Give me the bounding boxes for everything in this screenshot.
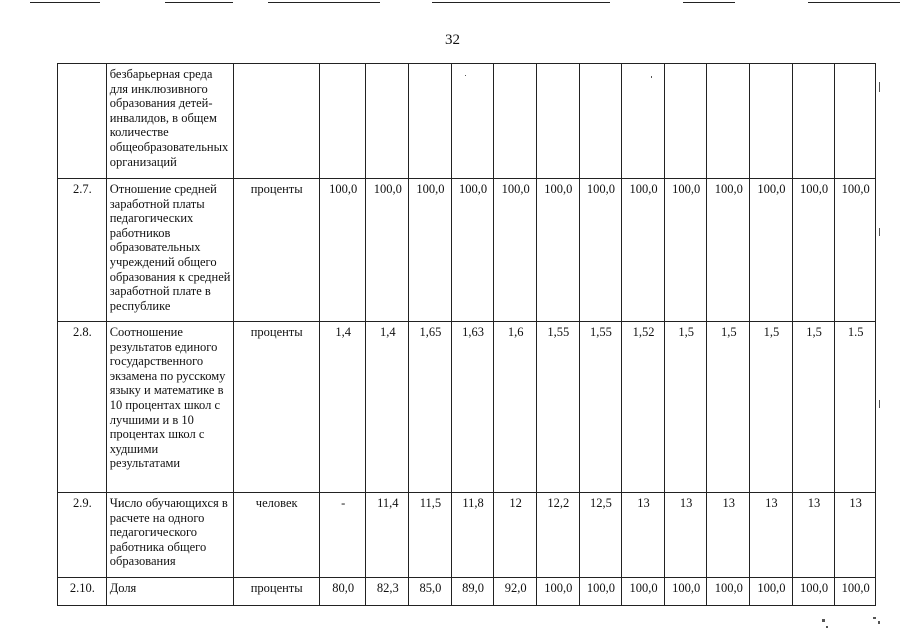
value-cell: 1,5 bbox=[707, 322, 750, 493]
value-cell: 100,0 bbox=[792, 578, 835, 606]
scan-speck bbox=[879, 82, 880, 92]
value-cell: 82,3 bbox=[366, 578, 409, 606]
value-cell: 12,2 bbox=[536, 493, 579, 578]
value-cell bbox=[579, 64, 622, 179]
value-cell: 100,0 bbox=[622, 578, 665, 606]
scan-speck bbox=[822, 619, 825, 622]
value-cell: 11,5 bbox=[409, 493, 452, 578]
value-cell: 1,55 bbox=[536, 322, 579, 493]
value-cell: 100,0 bbox=[835, 578, 876, 606]
header-rule-fragments bbox=[0, 0, 905, 10]
value-cell: 1,6 bbox=[494, 322, 537, 493]
unit-cell: человек bbox=[233, 493, 319, 578]
value-cell: 100,0 bbox=[579, 578, 622, 606]
value-cell: 1,4 bbox=[319, 322, 366, 493]
value-cell: 100,0 bbox=[835, 179, 876, 322]
value-cell: 92,0 bbox=[494, 578, 537, 606]
page-number: 32 bbox=[445, 32, 460, 48]
value-cell: 89,0 bbox=[451, 578, 494, 606]
unit-cell: проценты bbox=[233, 179, 319, 322]
scan-speck bbox=[826, 626, 828, 628]
value-cell: 12 bbox=[494, 493, 537, 578]
indicator-name-cell: Соотношение результатов единого государственного экзамена по русскому языку и математике в 10 процентах школ с лучшими и в 10 процентах школ с худшими результатами bbox=[106, 322, 233, 493]
value-cell: 100,0 bbox=[664, 179, 707, 322]
table-row bbox=[58, 493, 876, 578]
row-number-cell: 2.7. bbox=[58, 179, 107, 322]
header-rule bbox=[30, 2, 100, 3]
value-cell bbox=[707, 64, 750, 179]
value-cell: 100,0 bbox=[750, 578, 793, 606]
scan-speck bbox=[465, 75, 466, 76]
value-cell: 13 bbox=[707, 493, 750, 578]
table-row bbox=[58, 64, 876, 179]
row-number-cell bbox=[58, 64, 107, 179]
value-cell: 100,0 bbox=[707, 179, 750, 322]
value-cell bbox=[451, 64, 494, 179]
value-cell bbox=[366, 64, 409, 179]
value-cell: 100,0 bbox=[579, 179, 622, 322]
table-row bbox=[58, 179, 876, 322]
value-cell: 100,0 bbox=[622, 179, 665, 322]
header-rule bbox=[683, 2, 735, 3]
value-cell bbox=[494, 64, 537, 179]
value-cell: 1,4 bbox=[366, 322, 409, 493]
header-rule bbox=[808, 2, 900, 3]
value-cell: 13 bbox=[835, 493, 876, 578]
value-cell: 100,0 bbox=[451, 179, 494, 322]
scan-speck bbox=[651, 76, 652, 78]
value-cell: 100,0 bbox=[664, 578, 707, 606]
value-cell: 100,0 bbox=[536, 179, 579, 322]
value-cell: 100,0 bbox=[409, 179, 452, 322]
value-cell bbox=[622, 64, 665, 179]
table-row bbox=[58, 322, 876, 493]
value-cell: 85,0 bbox=[409, 578, 452, 606]
value-cell bbox=[792, 64, 835, 179]
value-cell bbox=[750, 64, 793, 179]
value-cell: 100,0 bbox=[366, 179, 409, 322]
value-cell: 13 bbox=[664, 493, 707, 578]
value-cell: 100,0 bbox=[707, 578, 750, 606]
value-cell: 1,52 bbox=[622, 322, 665, 493]
header-rule bbox=[268, 2, 380, 3]
value-cell bbox=[319, 64, 366, 179]
value-cell: 11,4 bbox=[366, 493, 409, 578]
value-cell bbox=[835, 64, 876, 179]
header-rule bbox=[432, 2, 610, 3]
unit-cell: проценты bbox=[233, 322, 319, 493]
value-cell bbox=[409, 64, 452, 179]
value-cell: - bbox=[319, 493, 366, 578]
value-cell: 13 bbox=[792, 493, 835, 578]
value-cell: 100,0 bbox=[792, 179, 835, 322]
row-number-cell: 2.8. bbox=[58, 322, 107, 493]
indicator-name-cell: Отношение средней заработной платы педагогических работников образовательных учреждений общего образования к средней заработной плате в республике bbox=[106, 179, 233, 322]
value-cell: 100,0 bbox=[494, 179, 537, 322]
value-cell: 1,65 bbox=[409, 322, 452, 493]
indicator-name-cell: Число обучающихся в расчете на одного педагогического работника общего образования bbox=[106, 493, 233, 578]
value-cell bbox=[664, 64, 707, 179]
scan-speck bbox=[878, 621, 880, 624]
scan-speck bbox=[873, 617, 876, 619]
value-cell: 12,5 bbox=[579, 493, 622, 578]
value-cell: 11,8 bbox=[451, 493, 494, 578]
scan-speck bbox=[879, 228, 880, 236]
value-cell: 1.5 bbox=[835, 322, 876, 493]
value-cell: 13 bbox=[750, 493, 793, 578]
value-cell: 1,63 bbox=[451, 322, 494, 493]
value-cell: 1,5 bbox=[664, 322, 707, 493]
value-cell: 1,5 bbox=[792, 322, 835, 493]
value-cell: 13 bbox=[622, 493, 665, 578]
value-cell: 100,0 bbox=[750, 179, 793, 322]
value-cell: 100,0 bbox=[536, 578, 579, 606]
unit-cell bbox=[233, 64, 319, 179]
indicator-name-cell: Доля bbox=[106, 578, 233, 606]
row-number-cell: 2.9. bbox=[58, 493, 107, 578]
table-row bbox=[58, 578, 876, 606]
row-number-cell: 2.10. bbox=[58, 578, 107, 606]
header-rule bbox=[165, 2, 233, 3]
value-cell: 80,0 bbox=[319, 578, 366, 606]
value-cell: 1,5 bbox=[750, 322, 793, 493]
indicators-table bbox=[57, 63, 876, 606]
value-cell: 100,0 bbox=[319, 179, 366, 322]
scan-speck bbox=[879, 400, 880, 408]
unit-cell: проценты bbox=[233, 578, 319, 606]
indicator-name-cell: безбарьерная среда для инклюзивного образования детей-инвалидов, в общем количестве общеобразовательных организаций bbox=[106, 64, 233, 179]
value-cell bbox=[536, 64, 579, 179]
value-cell: 1,55 bbox=[579, 322, 622, 493]
